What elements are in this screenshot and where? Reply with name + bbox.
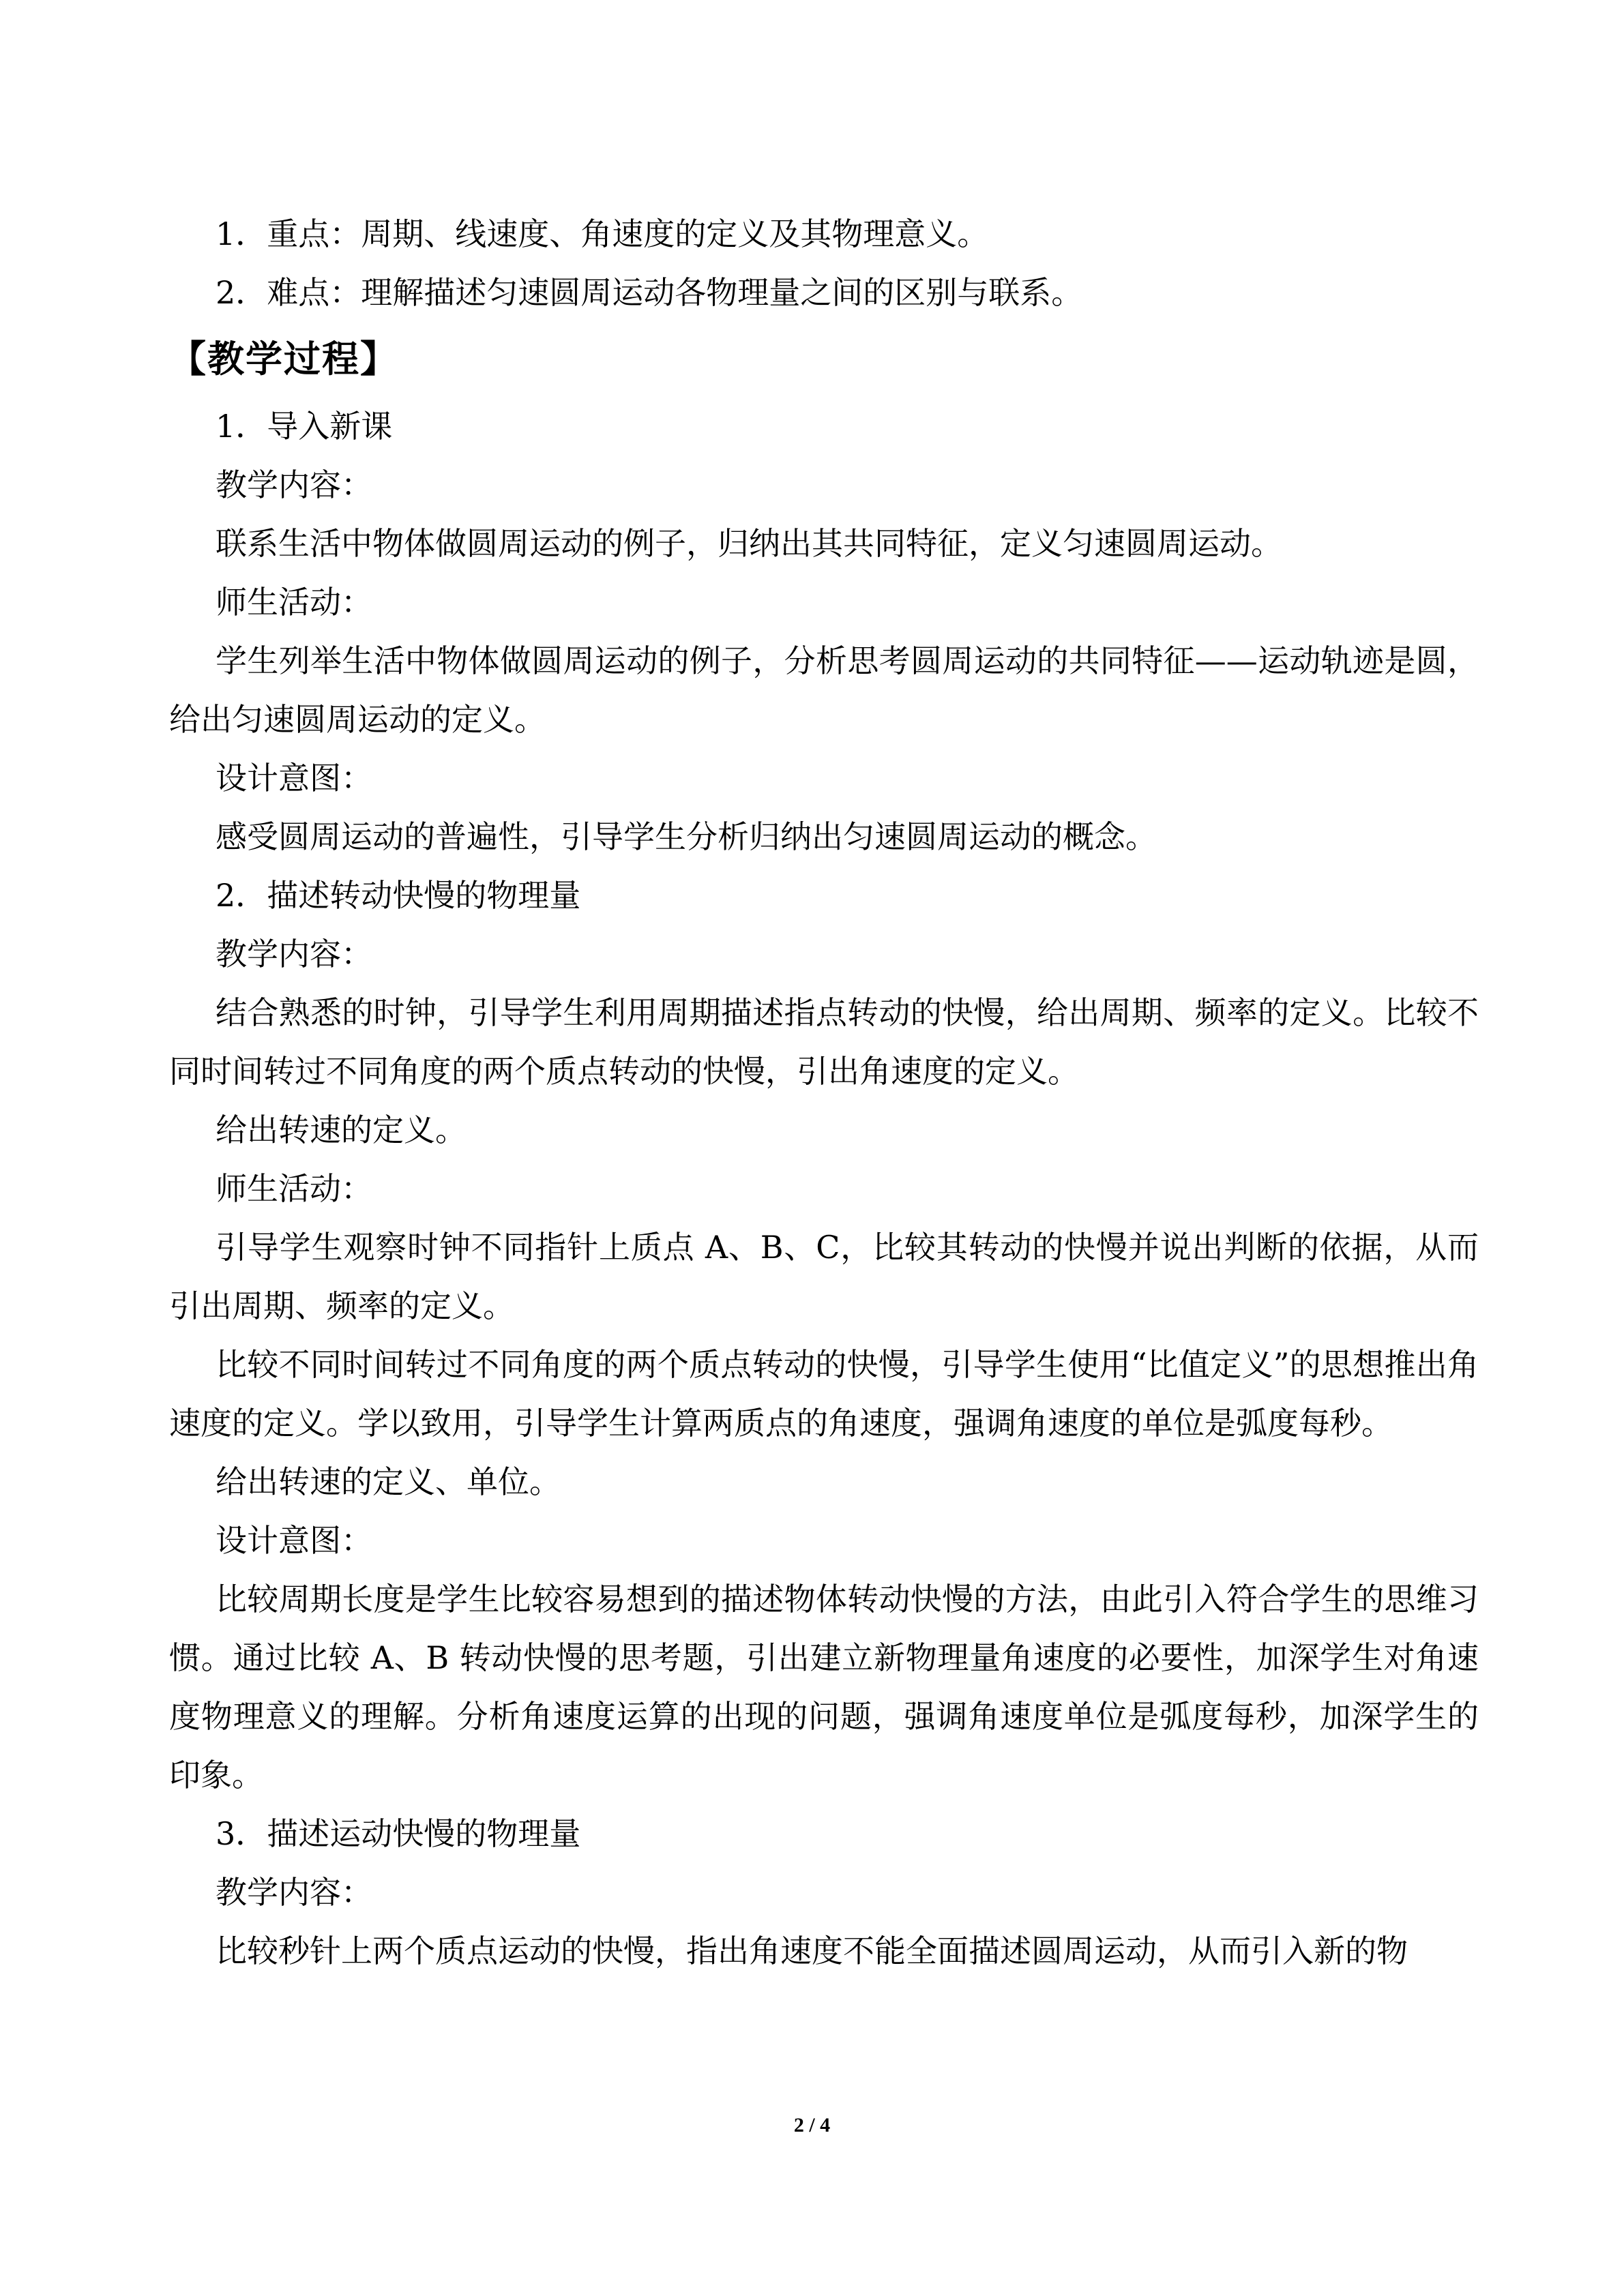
paragraph: 3．描述运动快慢的物理量 [216,1815,581,1852]
paragraph: 教学内容： [216,1874,372,1911]
paragraph: 给出转速的定义、单位。 [216,1463,561,1500]
paragraph: 教学内容： [216,466,372,503]
paragraph: 设计意图： [216,760,372,796]
paragraph: 比较秒针上两个质点运动的快慢，指出角速度不能全面描述圆周运动，从而引入新的物 [216,1933,1408,1969]
paragraph: 比较周期长度是学生比较容易想到的描述物体转动快慢的方法，由此引入符合学生的思维习惯。通过比较 A、B 转动快慢的思考题，引出建立新物理量角速度的必要性，加深学生对角速度物理意义的理解。分析角速度运算的出现的问题，强调角速度单位是弧度每秒，加深学生的印象。 [169,1581,1479,1793]
page-number: 2 / 4 [793,2114,831,2136]
paragraph: 比较不同时间转过不同角度的两个质点转动的快慢，引导学生使用“比值定义”的思想推出角速度的定义。学以致用，引导学生计算两质点的角速度，强调角速度的单位是弧度每秒。 [169,1346,1479,1442]
key-point: 1．重点：周期、线速度、角速度的定义及其物理意义。 [216,215,989,252]
paragraph: 引导学生观察时钟不同指针上质点 A、B、C，比较其转动的快慢并说出判断的依据，从而引出周期、频率的定义。 [169,1229,1479,1324]
paragraph: 学生列举生活中物体做圆周运动的例子，分析思考圆周运动的共同特征——运动轨迹是圆，给出匀速圆周运动的定义。 [169,642,1479,738]
paragraph: 师生活动： [216,1170,372,1207]
paragraph: 1．导入新课 [216,408,393,445]
document-body [169,205,1479,1980]
paragraph: 设计意图： [216,1522,372,1559]
paragraph: 感受圆周运动的普遍性，引导学生分析归纳出匀速圆周运动的概念。 [216,818,1157,855]
paragraph: 结合熟悉的时钟，引导学生利用周期描述指点转动的快慢，给出周期、频率的定义。比较不同时间转过不同角度的两个质点转动的快慢，引出角速度的定义。 [169,994,1479,1090]
paragraph: 给出转速的定义。 [216,1112,467,1148]
paragraph: 2．描述转动快慢的物理量 [216,877,581,914]
section-heading: 【教学过程】 [169,338,398,381]
paragraph: 教学内容： [216,936,372,972]
difficult-point: 2．难点：理解描述匀速圆周运动各物理量之间的区别与联系。 [216,274,1083,311]
paragraph: 联系生活中物体做圆周运动的例子，归纳出其共同特征，定义匀速圆周运动。 [216,525,1282,562]
paragraph: 师生活动： [216,584,372,621]
